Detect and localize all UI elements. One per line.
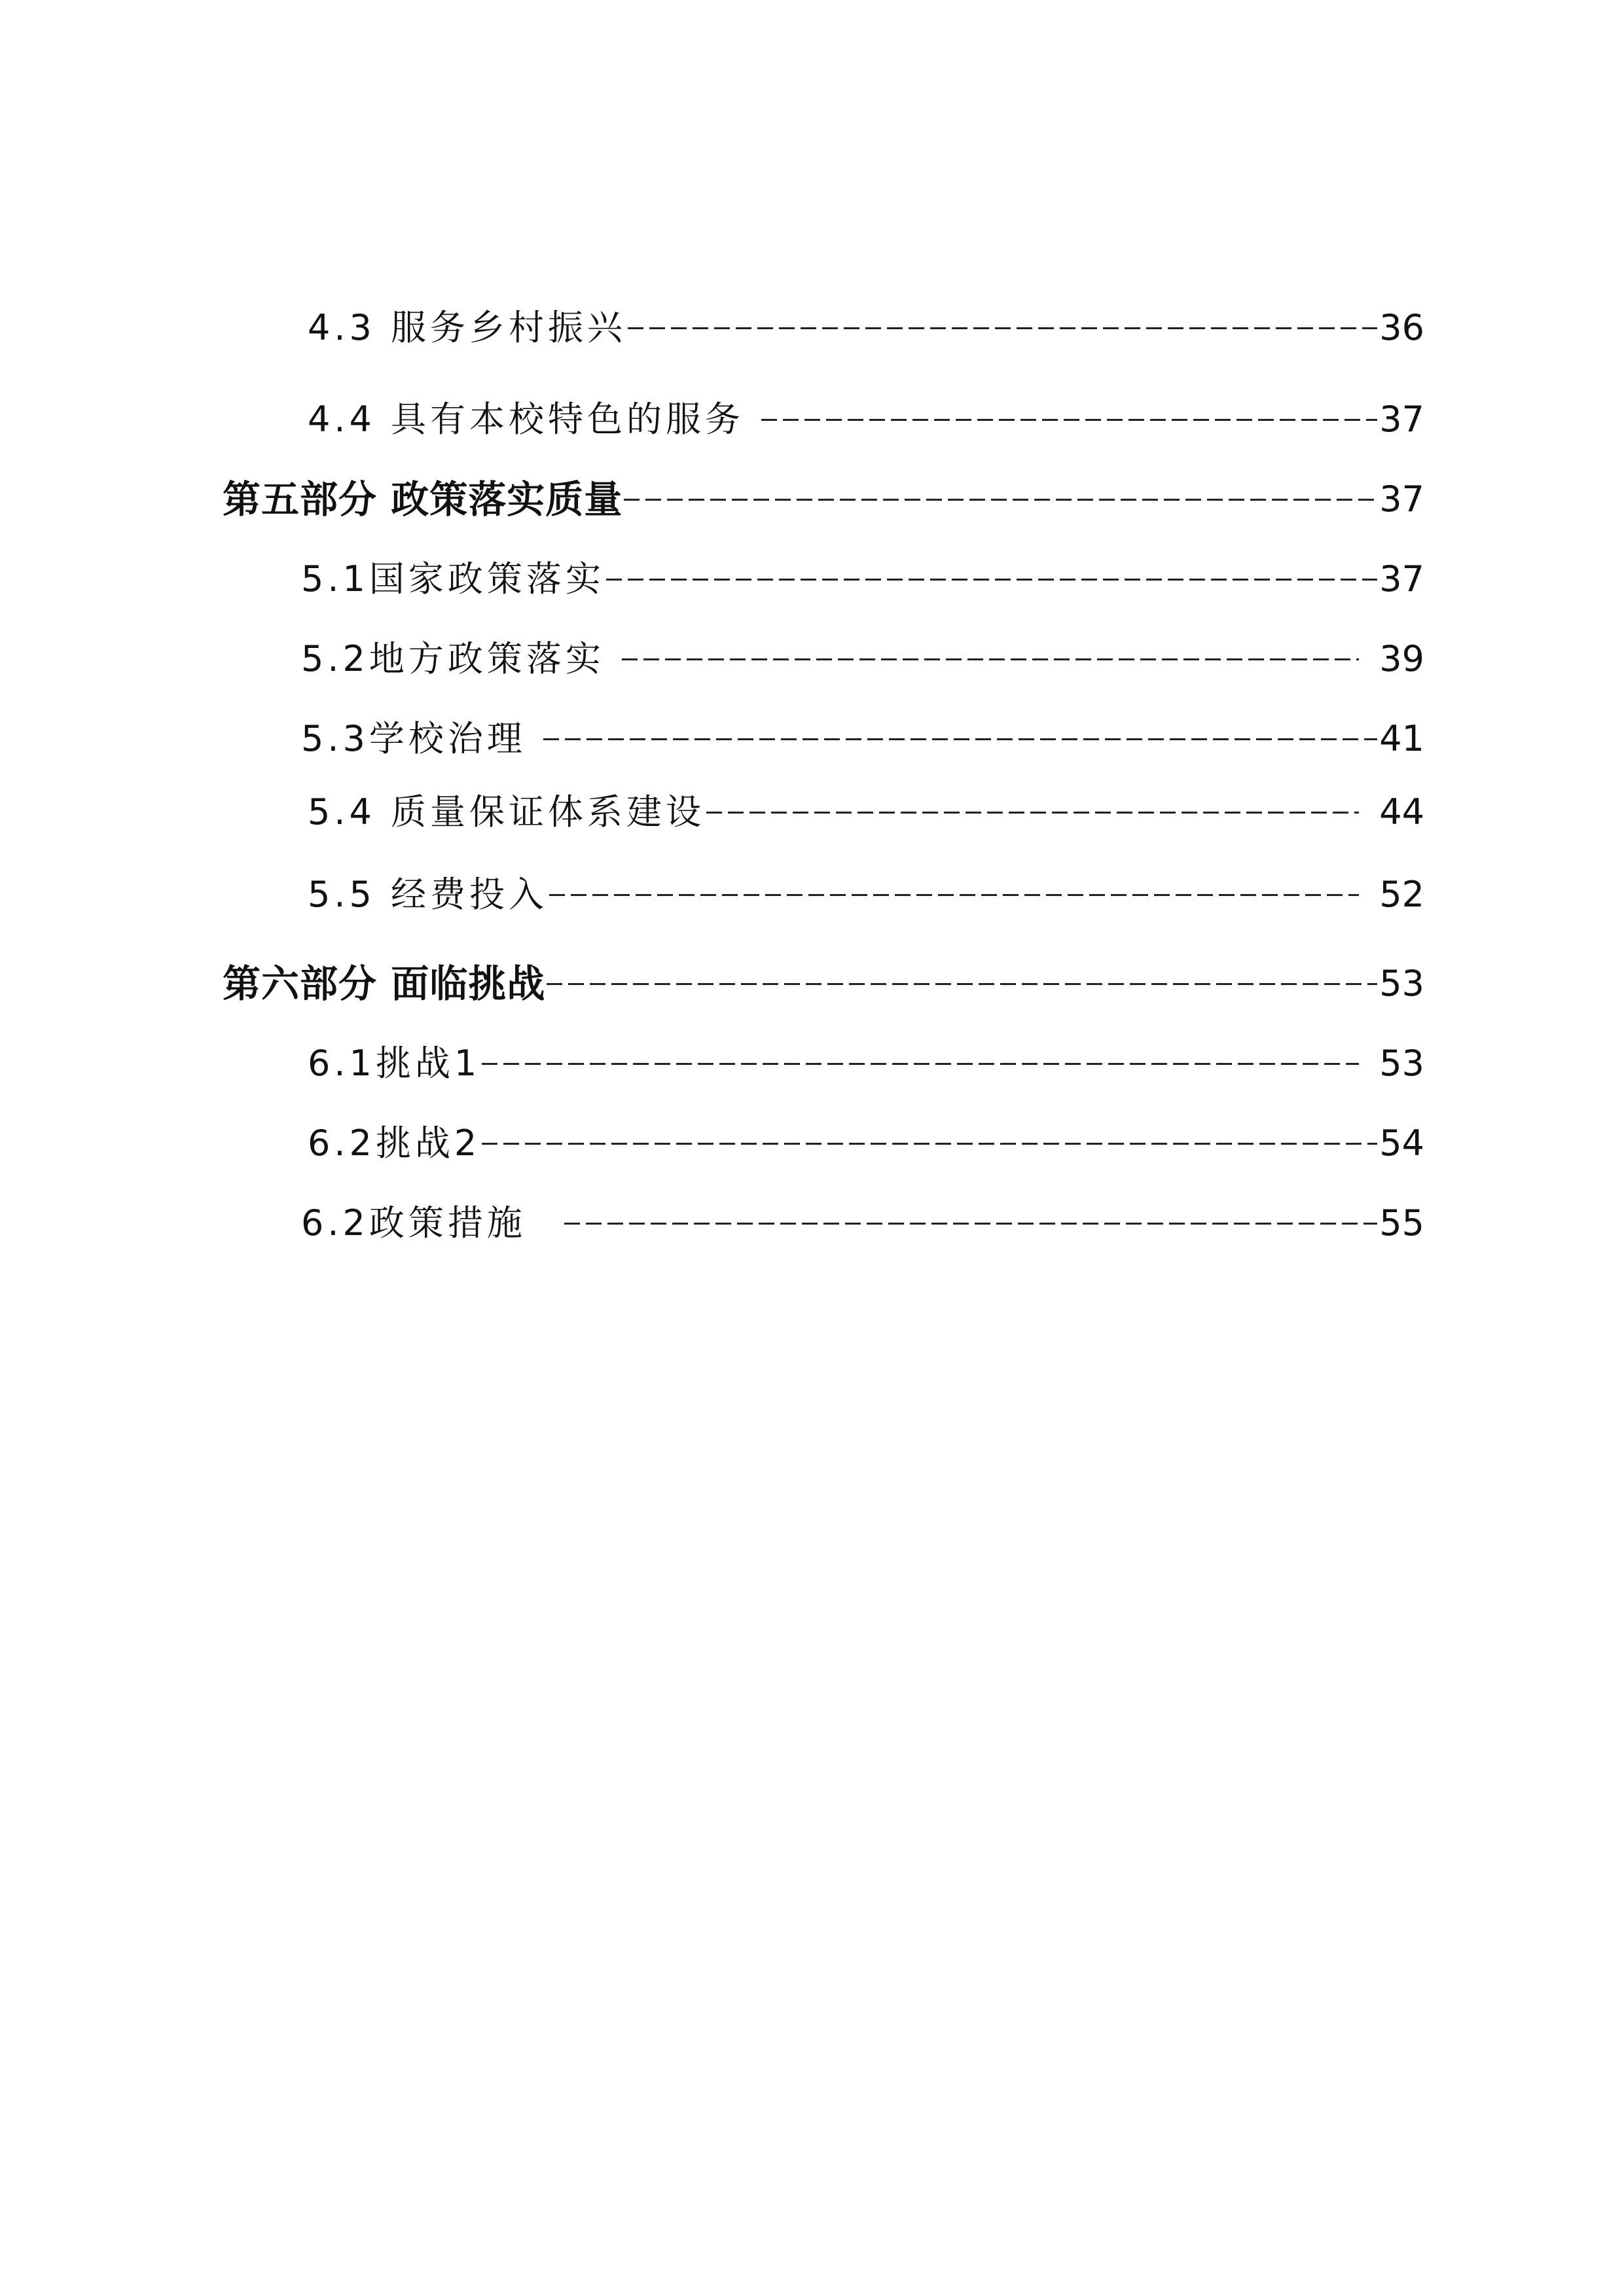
toc-entry-6-3 (301, 1200, 1424, 1247)
toc-entry-page: 53 (1379, 963, 1424, 1004)
dot-leader (482, 1143, 1377, 1145)
toc-entry-4-3 (308, 304, 1424, 351)
dot-leader (543, 738, 1377, 740)
toc-entry-page: 39 (1379, 638, 1424, 679)
toc-entry-part-5 (223, 476, 1424, 523)
toc-entry-5-4 (308, 789, 1424, 836)
dot-leader (706, 812, 1359, 814)
toc-entry-label: 5.4 质量保证体系建设 (308, 791, 706, 833)
toc-entry-page: 37 (1379, 558, 1424, 600)
toc-entry-page: 36 (1379, 307, 1424, 348)
toc-entry-5-3 (301, 715, 1424, 762)
toc-entry-page: 53 (1379, 1043, 1424, 1084)
toc-entry-label: 4.4 具有本校特色的服务 (308, 399, 745, 440)
toc-entry-label: 5.5 经费投入 (308, 874, 549, 915)
dot-leader (547, 983, 1377, 985)
toc-entry-6-2 (308, 1120, 1424, 1167)
toc-entry-page: 44 (1379, 791, 1424, 833)
toc-entry-5-1 (301, 556, 1424, 603)
toc-entry-page: 55 (1379, 1202, 1424, 1244)
dot-leader (482, 1063, 1359, 1065)
toc-entry-page: 52 (1379, 874, 1424, 915)
toc-entry-4-4 (308, 396, 1424, 443)
toc-entry-page: 54 (1379, 1122, 1424, 1164)
toc-entry-5-5 (308, 871, 1424, 918)
dot-leader (761, 419, 1377, 421)
toc-entry-label: 5.3学校治理 (301, 718, 526, 759)
toc-entry-part-6 (223, 960, 1424, 1007)
toc-entry-label: 第五部分 政策落实质量 (223, 477, 623, 522)
toc-entry-label: 6.1挑战1 (308, 1043, 481, 1084)
dot-leader (628, 327, 1377, 329)
toc-entry-label: 6.2挑战2 (308, 1122, 481, 1164)
toc-entry-page: 37 (1379, 478, 1424, 520)
toc-entry-label: 5.2地方政策落实 (301, 638, 605, 679)
dot-leader (549, 894, 1359, 896)
toc-entry-page: 37 (1379, 399, 1424, 440)
dot-leader (564, 1223, 1377, 1225)
toc-entry-label: 第六部分 面临挑战 (223, 961, 546, 1006)
dot-leader (624, 499, 1377, 501)
toc-entry-label: 5.1国家政策落实 (301, 558, 605, 600)
toc-entry-label: 6.2政策措施 (301, 1202, 526, 1244)
toc-entry-label: 4.3 服务乡村振兴 (308, 307, 627, 348)
dot-leader (622, 658, 1359, 660)
dot-leader (606, 579, 1377, 581)
toc-entry-page: 41 (1379, 718, 1424, 759)
toc-entry-6-1 (308, 1040, 1424, 1087)
toc-entry-5-2 (301, 636, 1424, 683)
